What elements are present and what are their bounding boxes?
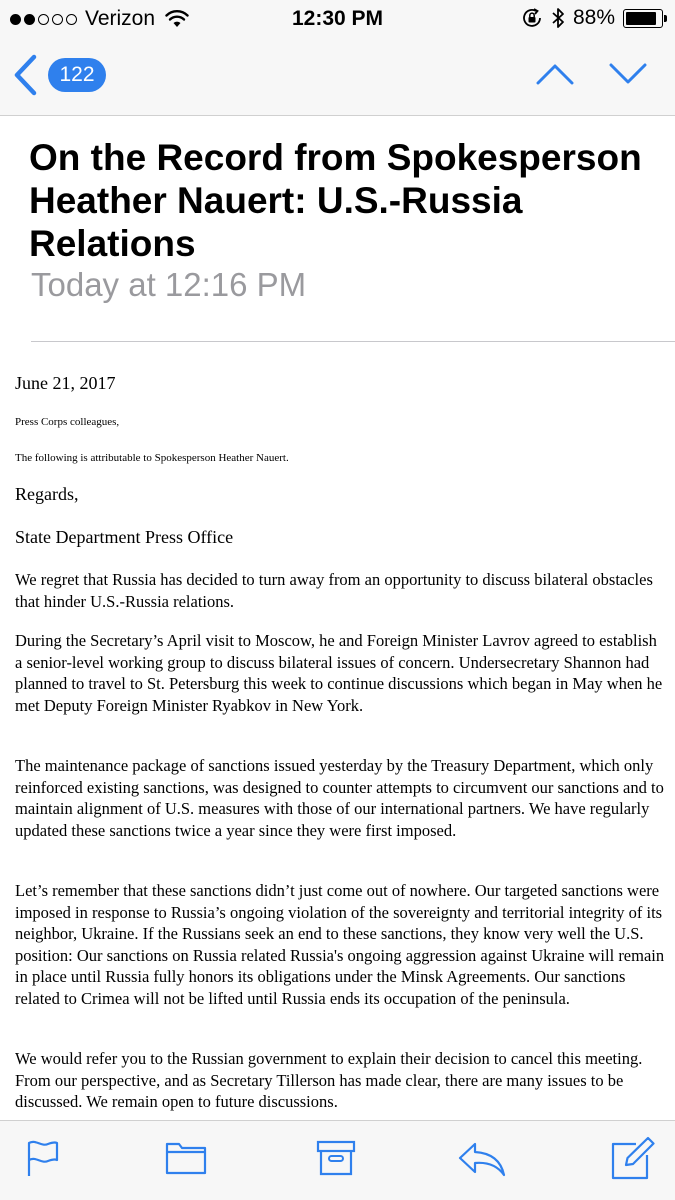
- message-body: [15, 372, 665, 1111]
- compose-icon[interactable]: [610, 1135, 656, 1181]
- message-subject: On the Record from Spokesperson Heather Nauert: U.S.-Russia Relations: [29, 137, 642, 264]
- body-signature: State Department Press Office: [15, 527, 234, 547]
- body-paragraph: The maintenance package of sanctions issued yesterday by the Treasury Department, which only reinforced existing sanctions, was designed to counter attempts to circumvent our sanctions and to maintain alignment of U.S. measures with those of our international partners. We have regularly updated these sanctions twice a year since they were first imposed.: [15, 756, 664, 840]
- navigation-bar: [0, 38, 675, 116]
- bluetooth-icon: [551, 7, 565, 29]
- message-received-time: Today at 12:16 PM: [31, 266, 307, 303]
- body-paragraph: During the Secretary’s April visit to Moscow, he and Foreign Minister Lavrov agreed to establish a senior-level working group to discuss bilateral issues of concern. Undersecretary Shannon had planned to travel to St. Petersburg this week to continue discussions which began in May when he met Deputy Foreign Minister Ryabkov in New York.: [15, 631, 663, 715]
- bottom-toolbar: [0, 1120, 675, 1200]
- status-bar: [0, 0, 675, 38]
- battery-cap: [664, 15, 667, 22]
- folder-icon[interactable]: [165, 1139, 207, 1175]
- archive-icon[interactable]: [316, 1139, 356, 1177]
- body-date: June 21, 2017: [15, 373, 116, 393]
- unread-count-badge[interactable]: 122: [48, 58, 106, 92]
- chevron-up-icon[interactable]: [536, 62, 574, 86]
- header-divider: [31, 341, 675, 342]
- body-regards: Regards,: [15, 484, 79, 504]
- body-paragraph: Let’s remember that these sanctions didn’t just come out of nowhere. Our targeted sanctions were imposed in response to Russia’s ongoing violation of the sovereignty and territorial integrity of its neighbor, Ukraine. If the Russians seek an end to these sanctions, they know very well the U.S. position: Our sanctions on Russia related Russia's ongoing aggression against Ukraine will remain in place until Russia fully honors its obligations under the Minsk Agreements. Our sanctions related to Crimea will not be lifted until Russia ends its occupation of the peninsula.: [15, 881, 665, 1008]
- reply-icon[interactable]: [457, 1139, 507, 1179]
- chevron-left-icon[interactable]: [12, 54, 38, 96]
- status-icons: [521, 6, 663, 30]
- battery-icon: [623, 9, 663, 28]
- back-button[interactable]: [12, 54, 106, 96]
- chevron-down-icon[interactable]: [609, 62, 647, 86]
- battery-level: [626, 12, 656, 25]
- flag-icon[interactable]: [26, 1139, 60, 1177]
- body-paragraph: We would refer you to the Russian government to explain their decision to cancel this meeting. From our perspective, and as Secretary Tillerson has made clear, there are many issues to be discussed. We remain open to future discussions.: [15, 1049, 643, 1111]
- body-greeting: Press Corps colleagues,: [15, 416, 120, 428]
- rotation-lock-icon: [521, 7, 543, 29]
- carrier-name: Verizon: [85, 7, 156, 30]
- battery-percentage: 88%: [572, 6, 615, 29]
- clock: 12:30 PM: [291, 7, 384, 30]
- body-attribution: The following is attributable to Spokesperson Heather Nauert.: [15, 452, 289, 464]
- body-paragraph: We regret that Russia has decided to turn away from an opportunity to discuss bilateral obstacles that hinder U.S.-Russia relations.: [15, 570, 653, 611]
